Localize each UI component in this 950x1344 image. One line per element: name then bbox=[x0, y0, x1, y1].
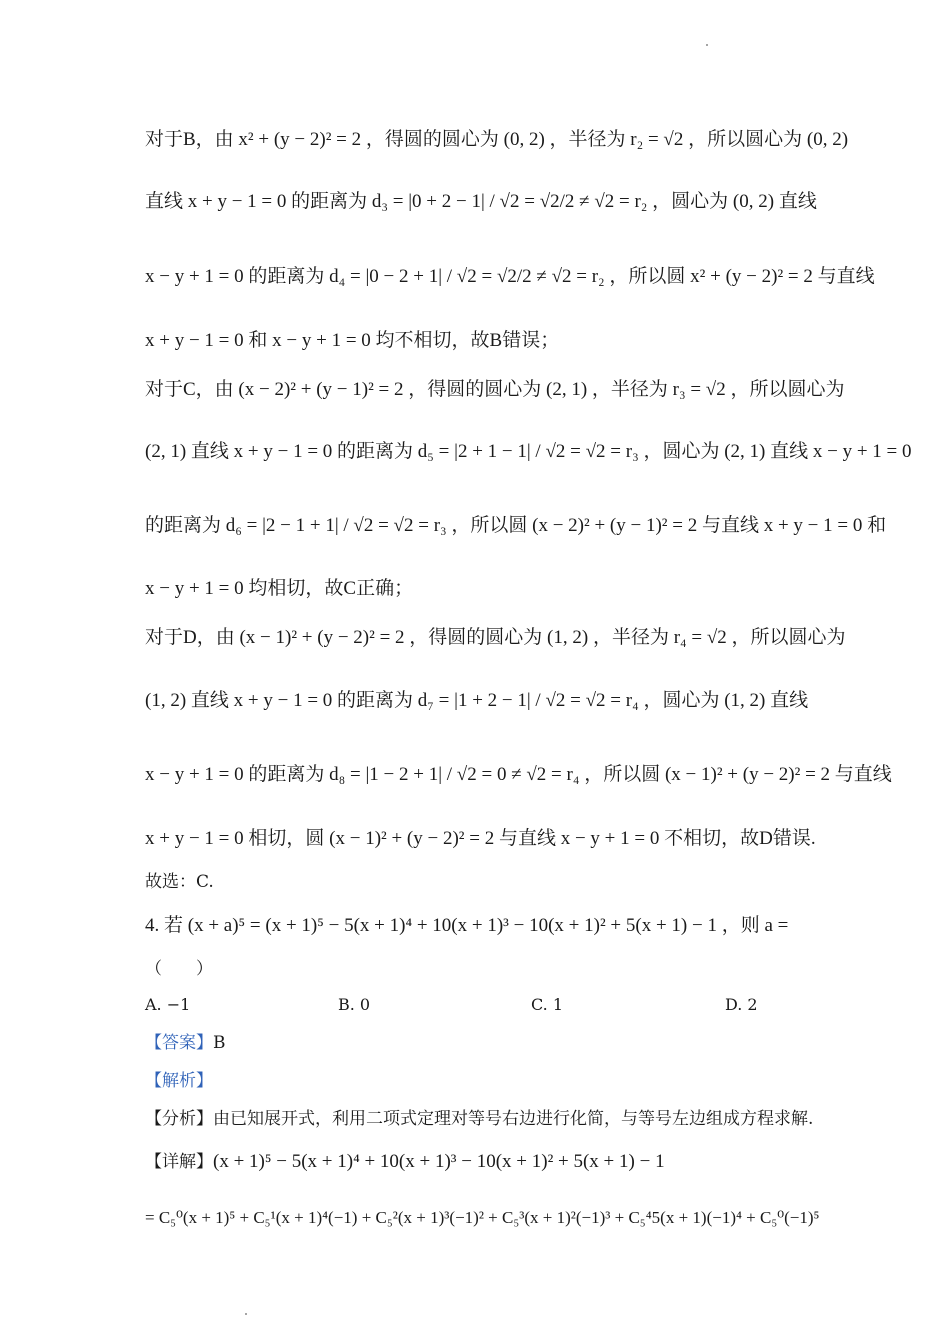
answer-line bbox=[145, 1031, 890, 1055]
analysis-heading bbox=[145, 1069, 890, 1093]
question-4-stem: 4. 若 (x + a)⁵ = (x + 1)⁵ − 5(x + 1)⁴ + 10(x + 1)³ − 10(x + 1)² + 5(x + 1) − 1 ，则 a = bbox=[145, 915, 789, 936]
solution-line-b-3: x − y + 1 = 0 的距离为 d₄ = |0 − 2 + 1| / √2 = √2/2 ≠ √2 = r₂ ，所以圆 x² + (y − 2)² = 2 与直线 bbox=[145, 266, 875, 287]
solution-line-d-1: 对于D，由 (x − 1)² + (y − 2)² = 2 ，得圆的圆心为 (1, 2) ，半径为 r₄ = √2 ，所以圆心为 bbox=[145, 627, 846, 648]
fenxi-line bbox=[145, 1107, 890, 1131]
solution-line-b-4: x + y − 1 = 0 和 x − y + 1 = 0 均不相切，故B错误； bbox=[145, 330, 560, 351]
solution-line-c-2: (2, 1) 直线 x + y − 1 = 0 的距离为 d₅ = |2 + 1 − 1| / √2 = √2 = r₃ ，圆心为 (2, 1) 直线 x − y + 1 = 0 bbox=[145, 441, 912, 462]
solution-line-b-1: 对于B，由 x² + (y − 2)² = 2 ，得圆的圆心为 (0, 2) ，半径为 r₂ = √2 ，所以圆心为 (0, 2) bbox=[145, 129, 849, 150]
binomial-expansion: = C₅⁰(x + 1)⁵ + C₅¹(x + 1)⁴(−1) + C₅²(x + 1)³(−1)² + C₅³(x + 1)²(−1)³ + C₅⁴5(x + 1)(−1)⁴ + C₅⁰(−1)⁵ bbox=[145, 1208, 820, 1227]
answer-value: B bbox=[213, 1033, 226, 1053]
solution-line-c-3: 的距离为 d₆ = |2 − 1 + 1| / √2 = √2 = r₃ ，所以圆 (x − 2)² + (y − 1)² = 2 与直线 x + y − 1 = 0 和 bbox=[145, 515, 887, 536]
solution-line-d-3: x − y + 1 = 0 的距离为 d₈ = |1 − 2 + 1| / √2 = 0 ≠ √2 = r₄ ，所以圆 (x − 1)² + (y − 2)² = 2 与直线 bbox=[145, 764, 892, 785]
analysis-tag: 【解析】 bbox=[145, 1071, 213, 1091]
solution-line-d-2: (1, 2) 直线 x + y − 1 = 0 的距离为 d₇ = |1 + 2 − 1| / √2 = √2 = r₄ ，圆心为 (1, 2) 直线 bbox=[145, 690, 809, 711]
solution-line-c-1: 对于C，由 (x − 2)² + (y − 1)² = 2 ，得圆的圆心为 (2, 1) ，半径为 r₃ = √2 ，所以圆心为 bbox=[145, 379, 845, 400]
solution-line-b-2: 直线 x + y − 1 = 0 的距离为 d₃ = |0 + 2 − 1| / √2 = √2/2 ≠ √2 = r₂ ，圆心为 (0, 2) 直线 bbox=[145, 191, 817, 212]
answer-tag: 【答案】 bbox=[145, 1033, 213, 1053]
question-4-blank: （ ） bbox=[145, 959, 213, 979]
option-b: B. 0 bbox=[338, 995, 371, 1014]
option-a: A. −1 bbox=[145, 995, 191, 1014]
xiangjie-formula: (x + 1)⁵ − 5(x + 1)⁴ + 10(x + 1)³ − 10(x + 1)² + 5(x + 1) − 1 bbox=[213, 1151, 665, 1172]
fenxi-tag: 【分析】 bbox=[145, 1109, 213, 1129]
choice-conclusion: 故选：C. bbox=[145, 872, 214, 892]
option-c: C. 1 bbox=[531, 995, 564, 1014]
solution-line-d-4: x + y − 1 = 0 相切，圆 (x − 1)² + (y − 2)² = 2 与直线 x − y + 1 = 0 不相切，故D错误. bbox=[145, 828, 816, 849]
xiangjie-line bbox=[145, 1150, 890, 1174]
xiangjie-tag: 【详解】 bbox=[145, 1152, 213, 1172]
solution-line-c-4: x − y + 1 = 0 均相切，故C正确； bbox=[145, 578, 414, 599]
question-4-options bbox=[145, 995, 845, 1019]
fenxi-text: 由已知展开式，利用二项式定理对等号右边进行化简，与等号左边组成方程求解. bbox=[213, 1109, 814, 1129]
page-speck bbox=[706, 44, 708, 46]
page-speck bbox=[245, 1313, 247, 1315]
option-d: D. 2 bbox=[725, 995, 758, 1014]
